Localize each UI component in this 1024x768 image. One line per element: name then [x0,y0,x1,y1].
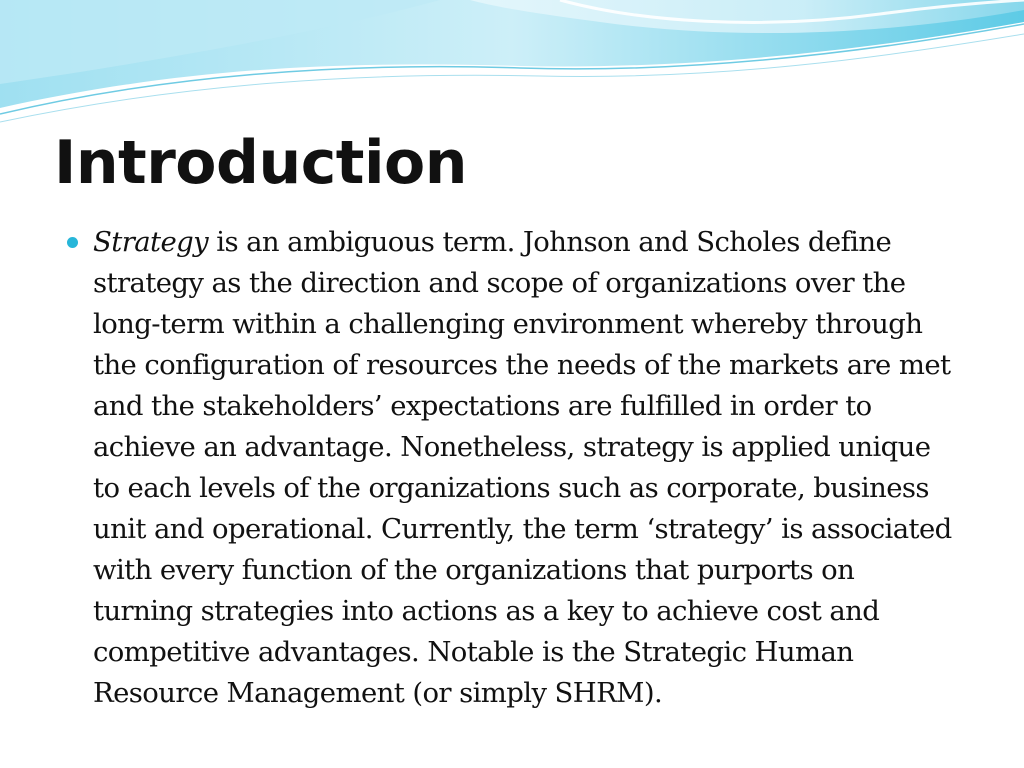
slide-content [64,222,964,714]
bullet-item [64,222,964,714]
wave-header-decoration [0,0,1024,130]
slide-title: Introduction [54,128,467,198]
bullet-emphasis: Strategy [93,226,209,258]
circle-bullet-icon [67,237,78,248]
bullet-body: is an ambiguous term. Johnson and Scholes define strategy as the direction and scope of organizations over the long-term within a challenging environment whereby through the configuration of resources the needs of the markets are met and the stakeholders’ expectations are fulfilled in order to achieve an advantage. Nonetheless, strategy is applied unique to each levels of the organizations such as corporate, business unit and operational. Currently, the term ‘strategy’ is associated with every function of the organizations that purports on turning strategies into actions as a key to achieve cost and competitive advantages. Notable is the Strategic Human Resource Management (or simply SHRM). [93,226,952,709]
bullet-text [93,222,961,714]
